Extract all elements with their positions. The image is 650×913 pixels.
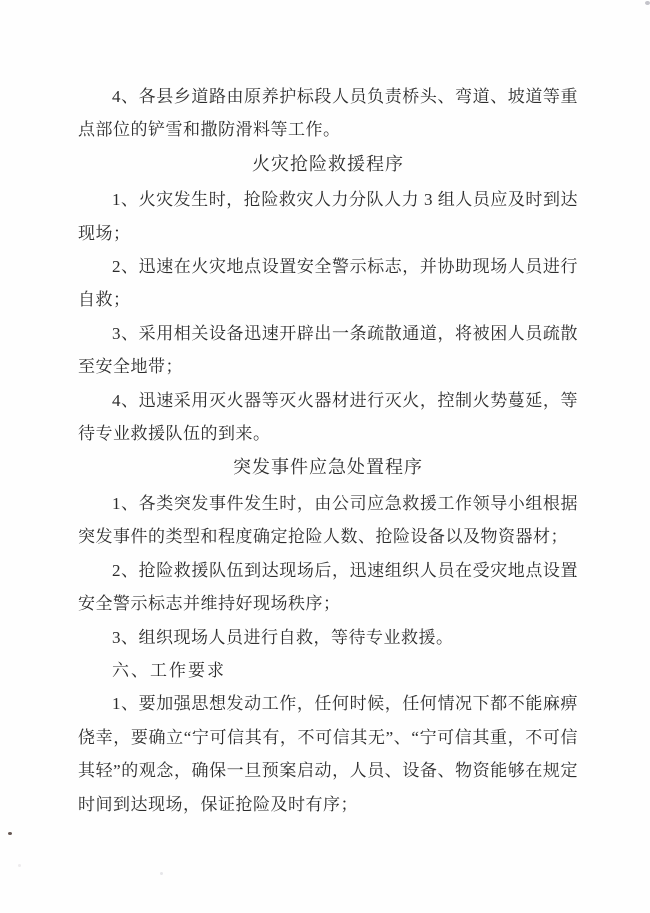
scan-speck bbox=[18, 864, 21, 867]
body-paragraph: 1、各类突发事件发生时，由公司应急救援工作领导小组根据突发事件的类型和程度确定抢险人数、抢险设备以及物资器材； bbox=[78, 493, 578, 547]
sub-heading: 六、工作要求 bbox=[112, 660, 226, 680]
body-paragraph: 3、采用相关设备迅速开辟出一条疏散通道，将被困人员疏散至安全地带； bbox=[78, 323, 578, 377]
section-heading: 突发事件应急处置程序 bbox=[233, 457, 423, 478]
body-paragraph: 2、抢险救援队伍到达现场后，迅速组织人员在受灾地点设置安全警示标志并维持好现场秩序； bbox=[78, 560, 578, 614]
section-heading: 火灾抢险救援程序 bbox=[252, 153, 404, 174]
body-paragraph: 1、要加强思想发动工作，任何时候，任何情况下都不能麻痹侥幸，要确立“宁可信其有，不可信其无”、“宁可信其重，不可信其轻”的观念，确保一旦预案启动，人员、设备、物资能够在规定时间到达现场，保证抢险及时有序； bbox=[78, 694, 578, 814]
scan-speck bbox=[160, 872, 163, 875]
body-paragraph: 2、迅速在火灾地点设置安全警示标志，并协助现场人员进行自救； bbox=[78, 257, 578, 310]
body-paragraph: 4、各县乡道路由原养护标段人员负责桥头、弯道、坡道等重点部位的铲雪和撒防滑料等工作。 bbox=[78, 87, 578, 140]
body-paragraph: 1、火灾发生时，抢险救灾人力分队人力 3 组人员应及时到达现场； bbox=[78, 190, 578, 243]
scan-speck bbox=[8, 832, 12, 835]
body-paragraph: 4、迅速采用灭火器等灭火器材进行灭火，控制火势蔓延，等待专业救援队伍的到来。 bbox=[78, 390, 578, 444]
body-paragraph: 3、组织现场人员进行自救，等待专业救援。 bbox=[112, 627, 454, 647]
